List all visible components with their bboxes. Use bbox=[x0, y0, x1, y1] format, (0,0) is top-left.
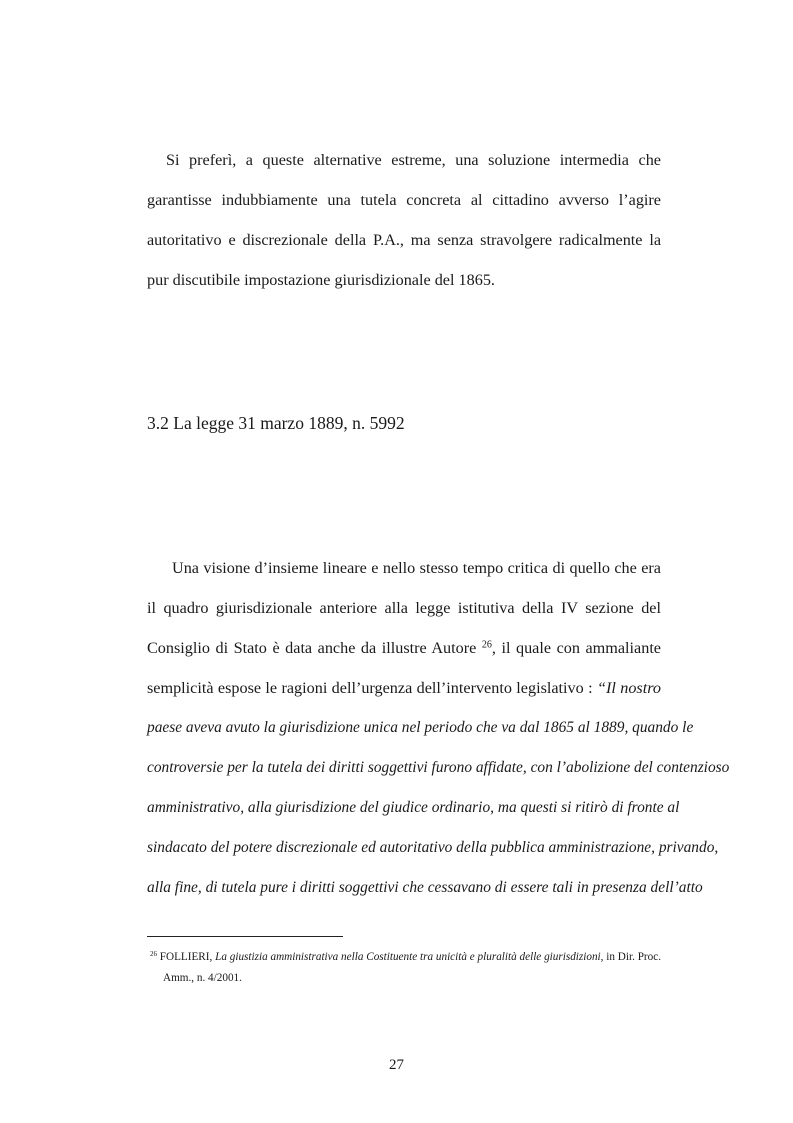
quote-opening: “Il nostro bbox=[596, 679, 662, 697]
section-heading: 3.2 La legge 31 marzo 1889, n. 5992 bbox=[147, 413, 405, 433]
footnote-separator bbox=[147, 936, 343, 937]
quote-line-3: amministrativo, alla giurisdizione del giudice ordinario, ma questi si ritirò di fronte al bbox=[147, 799, 680, 816]
paragraph-2-line-3 bbox=[147, 638, 661, 658]
footnote-line-1 bbox=[150, 950, 661, 964]
footnote-number: 26 bbox=[150, 950, 157, 959]
quote-line-1: paese aveva avuto la giurisdizione unica nel periodo che va dal 1865 al 1889, quando le bbox=[147, 719, 694, 736]
quote-line-5: alla fine, di tutela pure i diritti soggettivi che cessavano di essere tali in presenza dell’atto bbox=[147, 879, 703, 896]
footnote-source: , in Dir. Proc. bbox=[600, 951, 662, 963]
paragraph-1-line-2: garantisse indubbiamente una tutela concreta al cittadino avverso l’agire bbox=[147, 191, 661, 209]
paragraph-1-line-1: Si preferì, a queste alternative estreme, una soluzione intermedia che bbox=[166, 151, 661, 169]
paragraph-2-line-4 bbox=[147, 678, 661, 698]
paragraph-1-line-4: pur discutibile impostazione giurisdizionale del 1865. bbox=[147, 271, 495, 289]
page-number: 27 bbox=[389, 1057, 404, 1073]
footnote-title: La giustizia amministrativa nella Costituente tra unicità e pluralità delle giurisdizioni bbox=[215, 951, 601, 963]
paragraph-1-line-3: autoritativo e discrezionale della P.A., ma senza stravolgere radicalmente la bbox=[147, 231, 661, 249]
footnote-reference: 26 bbox=[481, 639, 492, 651]
quote-line-4: sindacato del potere discrezionale ed autoritativo della pubblica amministrazione, privando, bbox=[147, 839, 719, 856]
footnote-line-2: Amm., n. 4/2001. bbox=[163, 972, 242, 984]
footnote-author: FOLLIERI, bbox=[159, 951, 213, 963]
paragraph-2-line-1: Una visione d’insieme lineare e nello stesso tempo critica di quello che era bbox=[172, 559, 661, 577]
paragraph-2-line-4-text: semplicità espose le ragioni dell’urgenza dell’intervento legislativo : bbox=[147, 679, 597, 697]
paragraph-2-line-3-text: Consiglio di Stato è data anche da illustre Autore bbox=[147, 639, 482, 657]
quote-line-2: controversie per la tutela dei diritti soggettivi furono affidate, con l’abolizione del contenzioso bbox=[147, 759, 730, 776]
paragraph-2-line-3-rest: , il quale con ammaliante bbox=[491, 639, 661, 657]
paragraph-2-line-2: il quadro giurisdizionale anteriore alla legge istitutiva della IV sezione del bbox=[147, 599, 661, 617]
